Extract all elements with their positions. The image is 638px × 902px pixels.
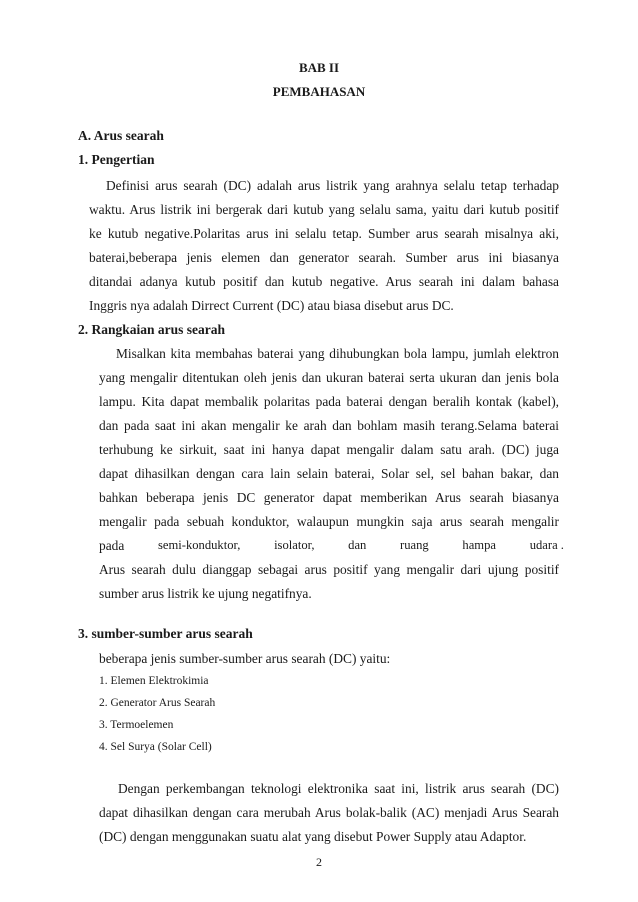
spread-word: udara . [529,538,564,552]
spread-word: isolator, [274,538,315,552]
sub2-line-3: lampu. Kita dapat membalik polaritas pada baterai dengan beralih kontak (kabel), [99,394,559,409]
sub2-line-1: Misalkan kita membahas baterai yang dihubungkan bola lampu, jumlah elektron [116,346,559,361]
source-list-item: 4. Sel Surya (Solar Cell) [99,741,212,753]
sub3-closing-line-3: (DC) dengan menggunakan suatu alat yang disebut Power Supply atau Adaptor. [99,829,527,844]
section-a-heading: A. Arus searah [78,128,164,143]
sub1-line-3: ke kutub negative.Polaritas arus ini selalu tetap. Sumber arus searah misalnya aki, [89,226,559,241]
sub1-line-5: ditandai adanya kutub positif dan kutub negative. Arus searah ini dalam bahasa [89,274,559,289]
source-list-item: 1. Elemen Elektrokimia [99,675,209,687]
sub1-heading: 1. Pengertian [78,152,155,167]
sub2-line-5: terhubung ke sirkuit, saat ini hanya dapat mengalir dalam satu arah. (DC) juga [99,442,559,457]
spread-word: dan [348,538,367,552]
spread-word: semi-konduktor, [157,538,241,552]
sub2-line-4: dan pada saat ini akan mengalir ke arah dan bohlam masih terang.Selama baterai [99,418,559,433]
spread-word: hampa [462,538,496,552]
spread-word: ruang [400,538,429,552]
sub2-line-8: mengalir pada sebuah konduktor, walaupun mungkin saja arus searah mengalir [99,514,559,529]
source-list-item: 2. Generator Arus Searah [99,697,216,709]
sub3-closing-line-2: dapat dihasilkan dengan cara merubah Arus bolak-balik (AC) menjadi Arus Searah [99,805,559,820]
sub1-line-2: waktu. Arus listrik ini bergerak dari kutub yang selalu sama, yaitu dari kutub positif [89,202,559,217]
sub2-line-2: yang mengalir ditentukan oleh jenis dan ukuran baterai serta ukuran dan jenis bola [99,370,559,385]
sub2-closing-line-2: sumber arus listrik ke ujung negatifnya. [99,586,312,601]
sub2-closing-line-1: Arus searah dulu dianggap sebagai arus positif yang mengalir dari ujung positif [99,562,559,577]
chapter-number: BAB II [298,60,340,75]
source-list-item: 3. Termoelemen [99,719,174,731]
sub3-closing-line-1: Dengan perkembangan teknologi elektronika saat ini, listrik arus searah (DC) [118,781,559,796]
sub3-heading: 3. sumber-sumber arus searah [78,626,253,641]
spread-word: pada [99,538,125,553]
sub2-spread-line [99,538,564,554]
page-number: 2 [316,855,322,869]
sub1-line-6: Inggris nya adalah Dirrect Current (DC) atau biasa disebut arus DC. [89,298,454,313]
sub1-line-4: baterai,beberapa jenis elemen dan generator searah. Sumber arus ini biasanya [89,250,559,265]
sub2-line-7: bahkan beberapa jenis DC generator dapat memberikan Arus searah biasanya [99,490,559,505]
sub2-heading: 2. Rangkaian arus searah [78,322,226,337]
sub2-line-6: dapat dihasilkan dengan cara lain selain baterai, Solar sel, sel bahan bakar, dan [99,466,559,481]
sub1-line-1: Definisi arus searah (DC) adalah arus listrik yang arahnya selalu tetap terhadap [106,178,559,193]
chapter-title: PEMBAHASAN [272,84,366,99]
sub3-intro: beberapa jenis sumber-sumber arus searah (DC) yaitu: [99,651,391,666]
